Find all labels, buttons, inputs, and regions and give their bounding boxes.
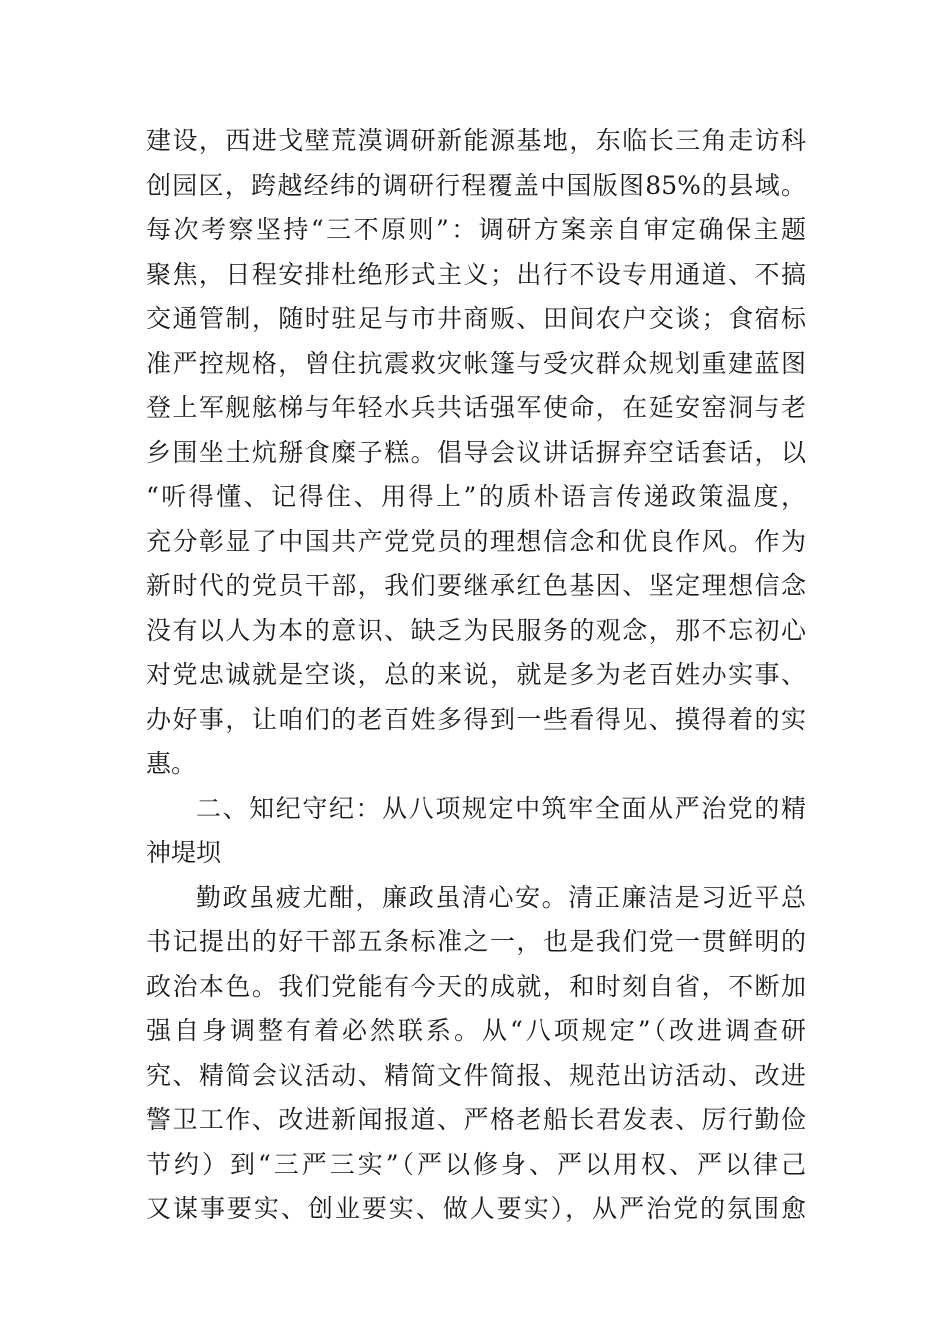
text-line: 登上军舰舷梯与年轻水兵共话强军使命，在延安窑洞与老 [146,393,806,422]
text-line: 建设，西进戈壁荒漠调研新能源基地，东临长三角走访科 [146,126,806,155]
text-line: 又谋事要实、创业要实、做人要实），从严治党的氛围愈 [146,1194,806,1223]
text-line: 强自身调整有着必然联系。从“八项规定”（改进调查研 [146,1016,806,1045]
text-line: 政治本色。我们党能有今天的成就，和时刻自省，不断加 [146,971,806,1001]
text-line: 惠。 [146,749,197,778]
text-line: 创园区，跨越经纬的调研行程覆盖中国版图85%的县域。 [146,170,806,200]
text-line: 交通管制，随时驻足与市井商贩、田间农户交谈；食宿标 [146,304,806,333]
body-text [146,119,806,1232]
text-line: 书记提出的好干部五条标准之一，也是我们党一贯鲜明的 [146,927,806,956]
text-line: 准严控规格，曾住抗震救灾帐篷与受灾群众规划重建蓝图 [146,348,806,378]
text-line: 警卫工作、改进新闻报道、严格老船长君发表、厉行勤俭 [146,1105,806,1134]
text-line: 充分彰显了中国共产党党员的理想信念和优良作风。作为 [146,526,806,556]
text-line: 二、知纪守纪：从八项规定中筑牢全面从严治党的精 [196,793,806,823]
text-line: 每次考察坚持“三不原则”：调研方案亲自审定确保主题 [146,215,806,244]
text-line: 没有以人为本的意识、缺乏为民服务的观念，那不忘初心 [146,615,806,645]
text-line: 对党忠诚就是空谈，总的来说，就是多为老百姓办实事、 [146,660,806,689]
text-line: 神堤坝 [146,838,222,867]
text-line: 新时代的党员干部，我们要继承红色基因、坚定理想信念 [146,571,806,600]
text-line: 勤政虽疲尤酣，廉政虽清心安。清正廉洁是习近平总 [196,882,806,912]
text-line: 节约）到“三严三实”（严以修身、严以用权、严以律己 [146,1149,806,1179]
text-line: “听得懂、记得住、用得上”的质朴语言传递政策温度， [146,482,806,511]
text-line: 办好事，让咱们的老百姓多得到一些看得见、摸得着的实 [146,704,806,734]
text-line: 究、精简会议活动、精简文件简报、规范出访活动、改进 [146,1060,806,1090]
text-line: 聚焦，日程安排杜绝形式主义；出行不设专用通道、不搞 [146,259,806,289]
text-line: 乡围坐土炕掰食糜子糕。倡导会议讲话摒弃空话套话，以 [146,437,806,467]
